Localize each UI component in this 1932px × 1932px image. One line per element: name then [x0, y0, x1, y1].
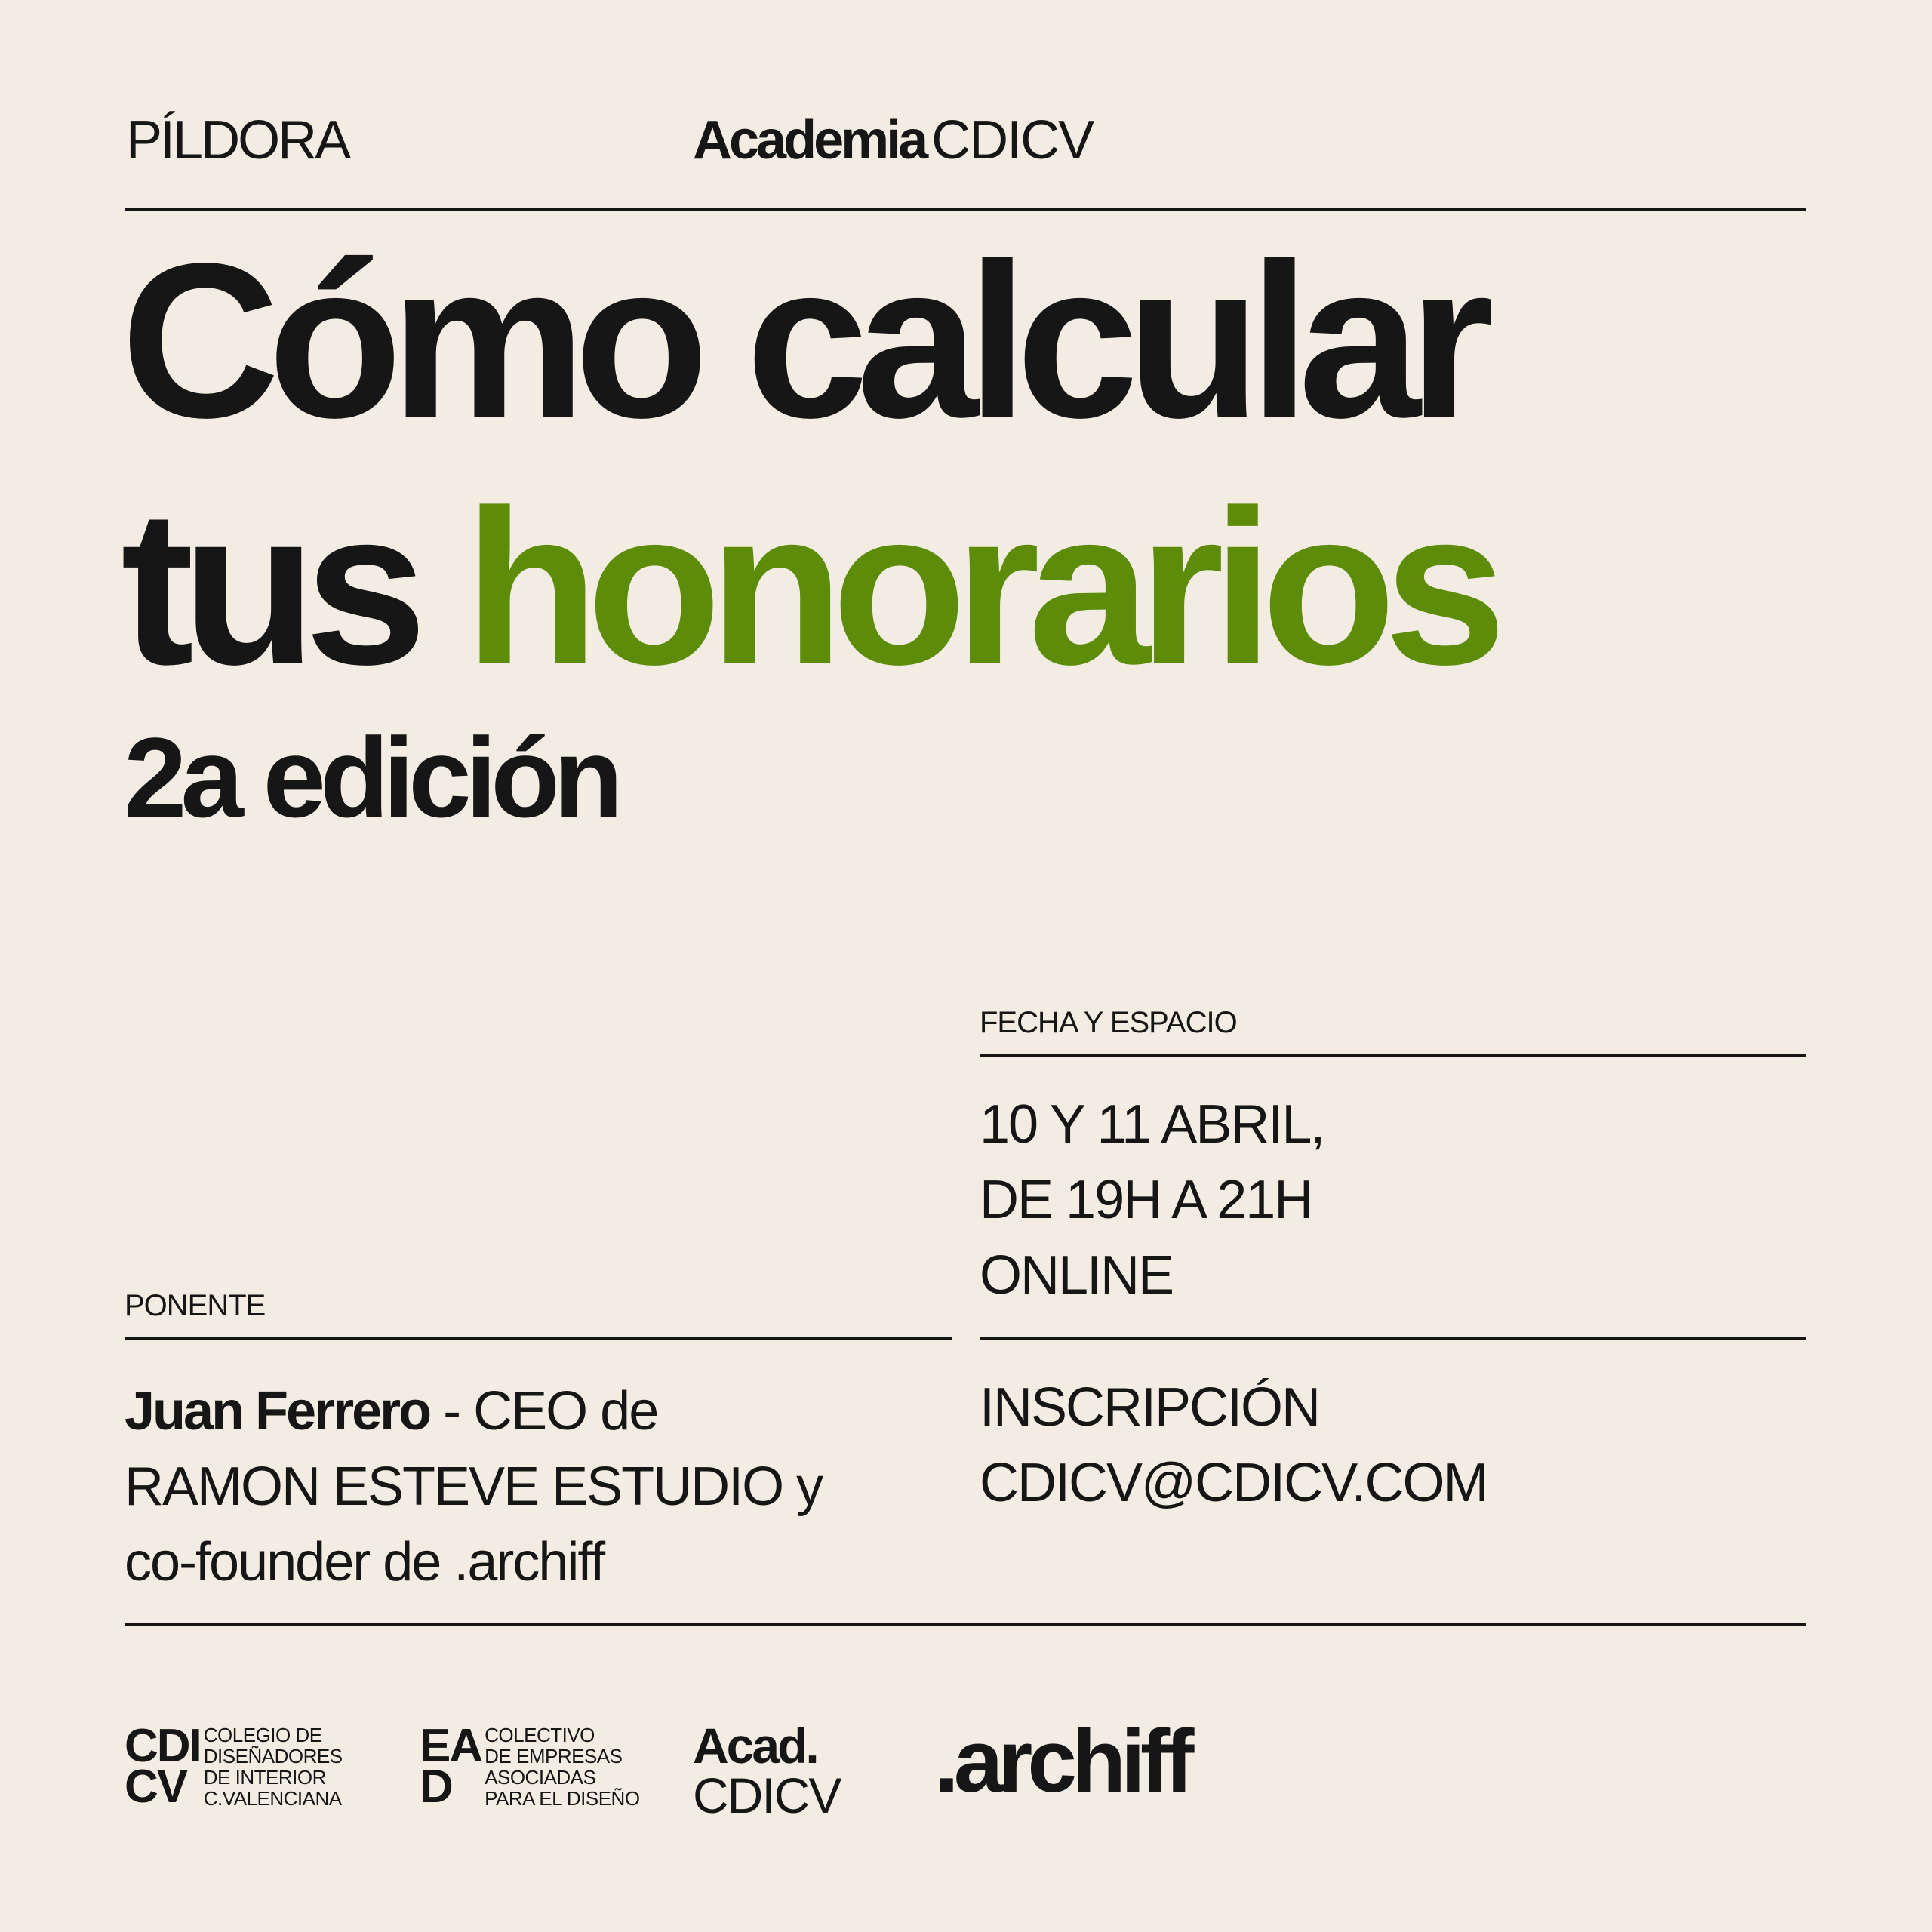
cdicv-logo-mark — [125, 1720, 201, 1813]
eaed-logo-text-line: PARA EL DISEÑO — [485, 1787, 640, 1810]
registration-details — [980, 1370, 1487, 1521]
acad-logo-light: CDICV — [693, 1767, 841, 1823]
title-line-1: Cómo calcular — [121, 217, 1483, 463]
cdicv-logo-text — [204, 1724, 343, 1809]
eaed-logo-mark-bottom: D — [420, 1761, 452, 1813]
brand-logo-bold: Academia — [693, 110, 926, 171]
date-label: FECHA Y ESPACIO — [980, 1006, 1237, 1039]
cdicv-logo-mark-bottom: CV — [125, 1761, 187, 1813]
speaker-divider — [125, 1337, 952, 1340]
eaed-logo-text-line: COLECTIVO — [485, 1724, 595, 1746]
eaed-logo-mark — [420, 1720, 482, 1813]
registration-label: INSCRIPCIÓN — [980, 1377, 1320, 1438]
eaed-logo-text — [485, 1724, 639, 1809]
venue-line: ONLINE — [980, 1245, 1174, 1306]
cdicv-logo-text-line: DE INTERIOR — [203, 1766, 326, 1789]
archiff-logo: .archiff — [934, 1712, 1189, 1811]
eaed-logo — [420, 1720, 640, 1813]
brand-logo — [693, 110, 1094, 171]
kicker-label: PÍLDORA — [126, 110, 349, 171]
header-divider — [125, 208, 1806, 211]
cdicv-logo-mark-top: CDI — [125, 1720, 201, 1772]
eaed-logo-text-line: ASOCIADAS — [485, 1766, 596, 1789]
speaker-role-3: co-founder de .archiff — [125, 1532, 605, 1592]
date-details — [980, 1087, 1324, 1313]
cdicv-logo-text-line: C.VALENCIANA — [203, 1787, 342, 1810]
speaker-role-2: RAMON ESTEVE ESTUDIO y — [125, 1457, 823, 1517]
edition-label: 2a edición — [124, 714, 617, 841]
footer-divider — [125, 1623, 1806, 1626]
brand-logo-light: CDICV — [931, 110, 1094, 171]
acad-logo-bold: Acad. — [693, 1718, 817, 1774]
cdicv-logo-text-line: DISEÑADORES — [203, 1745, 343, 1767]
date-line: 10 Y 11 ABRIL, — [980, 1094, 1324, 1155]
eaed-logo-text-line: DE EMPRESAS — [485, 1745, 623, 1767]
title-line-2 — [121, 464, 1495, 710]
speaker-role-1: - CEO de — [429, 1381, 658, 1441]
eaed-logo-mark-top: EA — [420, 1720, 482, 1772]
registration-email[interactable]: CDICV@CDICV.COM — [980, 1453, 1487, 1513]
speaker-name: Juan Ferrero — [125, 1381, 430, 1441]
cdicv-logo — [125, 1720, 343, 1813]
registration-divider — [980, 1337, 1806, 1340]
time-line: DE 19H A 21H — [980, 1170, 1312, 1230]
speaker-details — [125, 1374, 822, 1600]
acad-cdicv-logo — [693, 1718, 841, 1823]
date-divider — [980, 1054, 1806, 1057]
title-line-2-prefix: tus — [121, 464, 415, 710]
speaker-label: PONENTE — [125, 1289, 266, 1322]
cdicv-logo-text-line: COLEGIO DE — [203, 1724, 322, 1746]
title-accent-word: honorarios — [464, 464, 1495, 710]
